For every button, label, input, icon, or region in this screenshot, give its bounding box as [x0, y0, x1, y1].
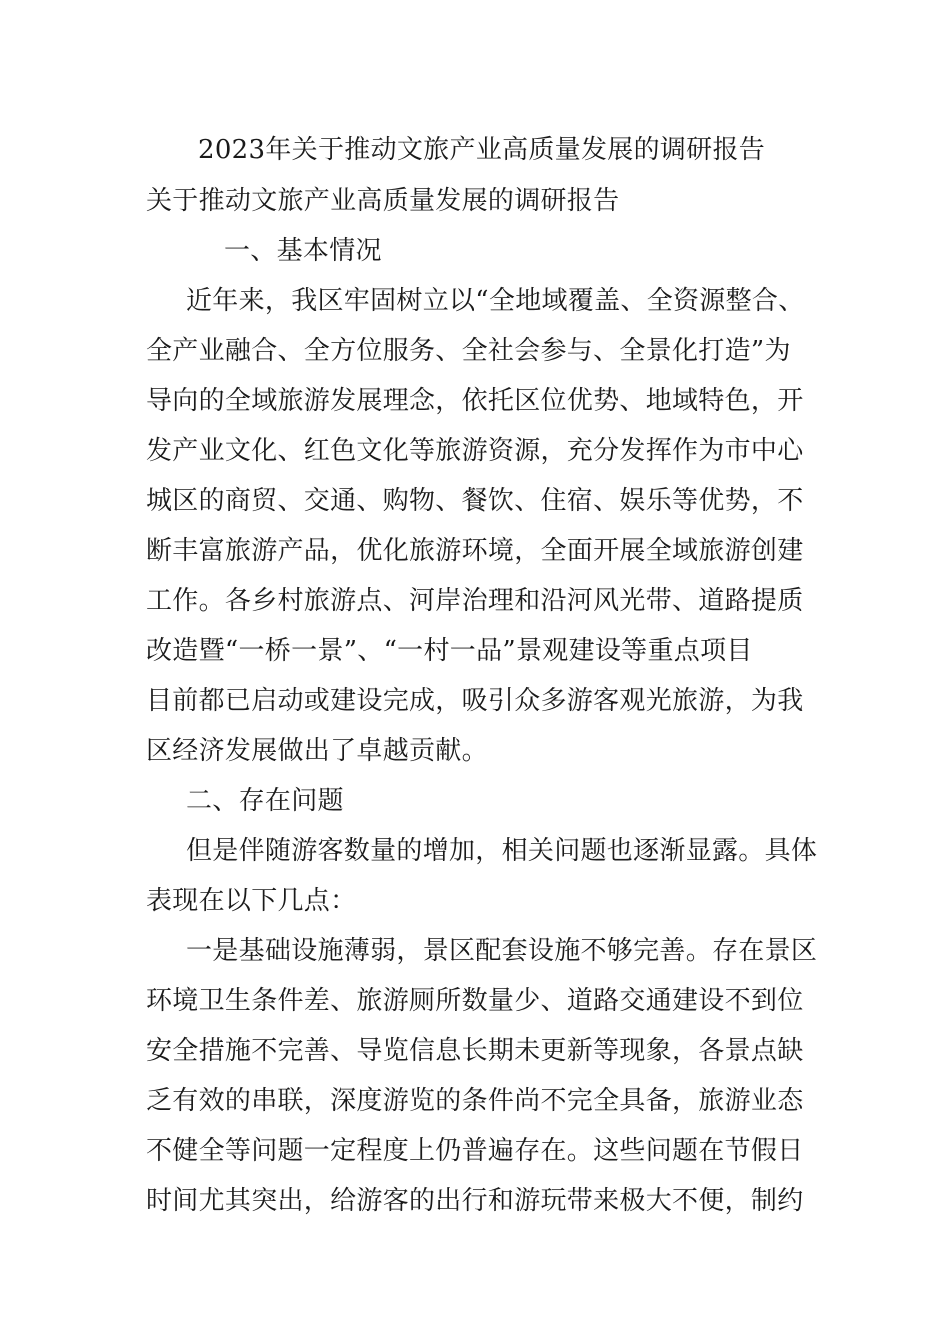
section-heading-basic: 一、基本情况 [224, 236, 382, 266]
paragraph-line: 一是基础设施薄弱，景区配套设施不够完善。存在景区 [186, 936, 818, 966]
paragraph-line: 导向的全域旅游发展理念，依托区位优势、地域特色，开 [146, 386, 804, 416]
paragraph-line: 工作。各乡村旅游点、河岸治理和沿河风光带、道路提质 [146, 586, 804, 616]
paragraph-line: 目前都已启动或建设完成，吸引众多游客观光旅游，为我 [146, 686, 804, 716]
paragraph-line: 表现在以下几点： [146, 886, 357, 916]
paragraph-line: 改造暨“一桥一景”、“一村一品”景观建设等重点项目 [146, 636, 753, 666]
paragraph-line: 乏有效的串联，深度游览的条件尚不完全具备，旅游业态 [146, 1086, 804, 1116]
document-title: 2023年关于推动文旅产业高质量发展的调研报告 [198, 135, 766, 165]
paragraph-line: 区经济发展做出了卓越贡献。 [146, 736, 488, 766]
paragraph-line: 时间尤其突出，给游客的出行和游玩带来极大不便，制约 [146, 1186, 804, 1216]
paragraph-line: 发产业文化、红色文化等旅游资源，充分发挥作为市中心 [146, 436, 804, 466]
section-heading-problems: 二、存在问题 [186, 786, 344, 816]
paragraph-line: 环境卫生条件差、旅游厕所数量少、道路交通建设不到位 [146, 986, 804, 1016]
paragraph-line: 但是伴随游客数量的增加，相关问题也逐渐显露。具体 [186, 836, 818, 866]
paragraph-line: 断丰富旅游产品，优化旅游环境，全面开展全域旅游创建 [146, 536, 804, 566]
paragraph-line: 安全措施不完善、导览信息长期未更新等现象，各景点缺 [146, 1036, 804, 1066]
paragraph-line: 近年来，我区牢固树立以“全地域覆盖、全资源整合、 [186, 286, 805, 316]
paragraph-line: 全产业融合、全方位服务、全社会参与、全景化打造”为 [146, 336, 791, 366]
document-subtitle: 关于推动文旅产业高质量发展的调研报告 [146, 186, 620, 216]
paragraph-line: 不健全等问题一定程度上仍普遍存在。这些问题在节假日 [146, 1136, 804, 1166]
paragraph-line: 城区的商贸、交通、购物、餐饮、住宿、娱乐等优势，不 [146, 486, 804, 516]
